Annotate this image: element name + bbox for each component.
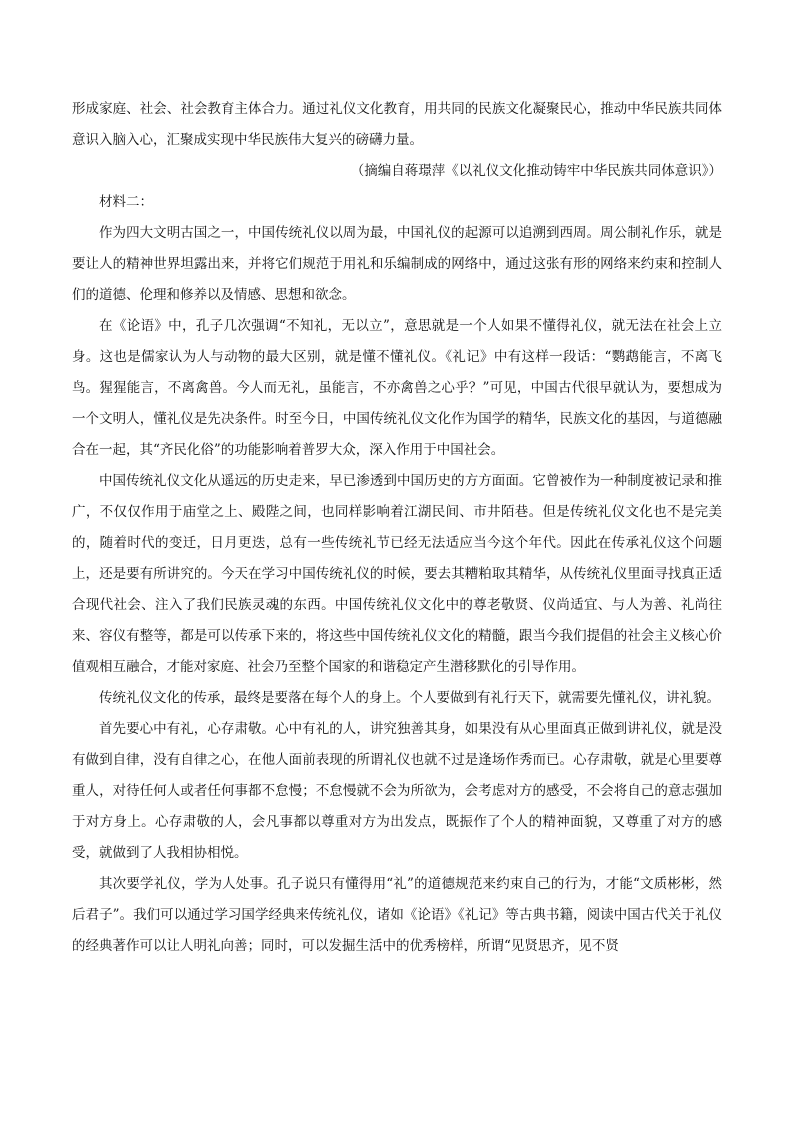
paragraph: 首先要心中有礼，心存肃敬。心中有礼的人，讲究独善其身，如果没有从心里面真正做到讲礼仪，就是没有做到自律，没有自律之心，在他人面前表现的所谓礼仪也就不过是逢场作秀而已。心存肃敬，就是心里要尊重人，对待任何人或者任何事都不怠慢；不怠慢就不会为所欲为，会考虑对方的感受，不会将自己的意志强加于对方身上。心存肃敬的人，会凡事都以尊重对方为出发点，既振作了个人的精神面貌，又尊重了对方的感受，就做到了人我相协相悦。 [72,721,722,861]
paragraph: 中国传统礼仪文化从遥远的历史走来，早已渗透到中国历史的方方面面。它曾被作为一种制度被记录和推广，不仅仅作用于庙堂之上、殿陛之间，也同样影响着江湖民间、市井陌巷。但是传统礼仪文化也不是完美的，随着时代的变迁，日月更迭，总有一些传统礼节已经无法适应当今这个年代。因此在传承礼仪这个问题上，还是要有所讲究的。今天在学习中国传统礼仪的时候，要去其糟粕取其精华，从传统礼仪里面寻找真正适合现代社会、注入了我们民族灵魂的东西。中国传统礼仪文化中的尊老敬贤、仪尚适宜、与人为善、礼尚往来、容仪有整等，都是可以传承下来的，将这些中国传统礼仪文化的精髓，跟当今我们提倡的社会主义核心价值观相互融合，才能对家庭、社会乃至整个国家的和谐稳定产生潜移默化的引导作用。 [72,473,722,675]
paragraph: 传统礼仪文化的传承，最终是要落在每个人的身上。个人要做到有礼行天下，就需要先懂礼仪，讲礼貌。 [99,690,720,706]
paragraph: 其次要学礼仪，学为人处事。孔子说只有懂得用“礼”的道德规范来约束自己的行为，才能“文质彬彬，然后君子”。我们可以通过学习国学经典来传统礼仪，诸如《论语》《礼记》等古典书籍，阅读中国古代关于礼仪的经典著作可以让人明礼向善；同时，可以发掘生活中的优秀榜样，所谓“见贤思齐，见不贤 [72,876,722,954]
source-citation: （摘编自蒋璟萍《以礼仪文化推动铸牢中华民族共同体意识》） [350,163,722,179]
paragraph: 在《论语》中，孔子几次强调“不知礼，无以立”，意思就是一个人如果不懂得礼仪，就无法在社会上立身。这也是儒家认为人与动物的最大区别，就是懂不懂礼仪。《礼记》中有这样一段话：“鹦鹉能言，不离飞鸟。猩猩能言，不离禽兽。今人而无礼，虽能言，不亦禽兽之心乎？”可见，中国古代很早就认为，要想成为一个文明人，懂礼仪是先决条件。时至今日，中国传统礼仪文化作为国学的精华，民族文化的基因，与道德融合在一起，其“齐民化俗”的功能影响着普罗大众，深入作用于中国社会。 [72,318,722,458]
paragraph: 作为四大文明古国之一，中国传统礼仪以周为最，中国礼仪的起源可以追溯到西周。周公制礼作乐，就是要让人的精神世界坦露出来，并将它们规范于用礼和乐编制成的网络中，通过这张有形的网络来约束和控制人们的道德、伦理和修养以及情感、思想和欲念。 [72,225,722,303]
paragraph-material-one-end: 形成家庭、社会、社会教育主体合力。通过礼仪文化教育，用共同的民族文化凝聚民心，推动中华民族共同体意识入脑入心，汇聚成实现中华民族伟大复兴的磅礴力量。 [72,101,722,148]
document-page [72,94,722,962]
material-two-heading: 材料二： [99,194,153,210]
